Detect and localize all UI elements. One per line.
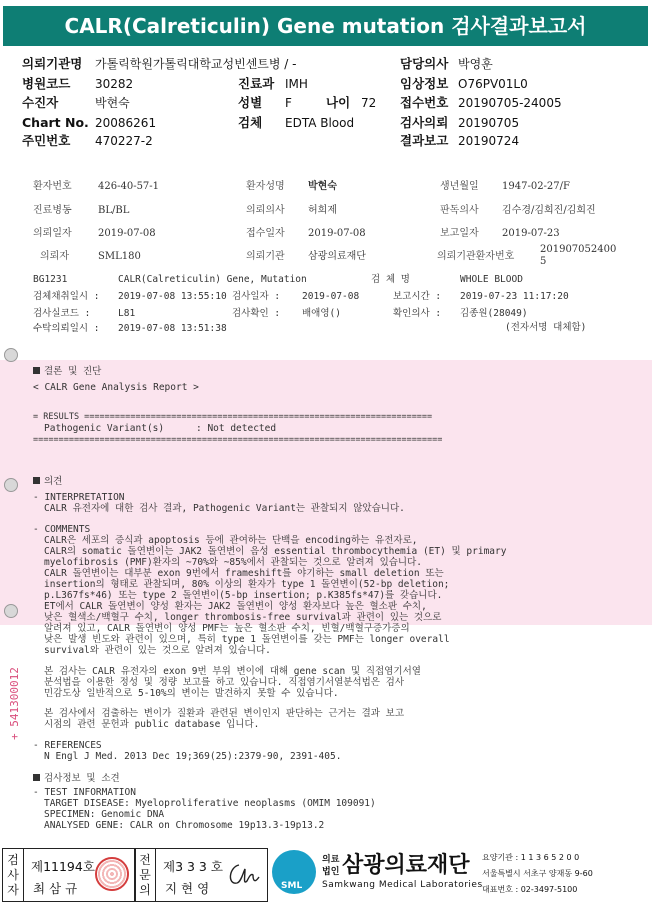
comment-line: CALR은 세포의 증식과 apoptosis 등에 관여하는 단백을 encoding하는 유전자로, xyxy=(44,535,418,546)
cell: 판독의사 xyxy=(440,205,479,216)
dept-label: 진료과 xyxy=(238,76,275,91)
test-code: BG1231 xyxy=(33,274,68,285)
comment-line: myelofibrosis (PMF)환자의 ~70%와 ~85%에서 관찰되는 것으로 알려져 있습니다. xyxy=(44,557,423,568)
cell: BL/BL xyxy=(98,205,130,216)
comment-line: survival와 관련이 있는 것으로 알려져 있습니다. xyxy=(44,645,271,656)
exam-code-value: L81 xyxy=(118,308,136,319)
receipt-value: 20190705-24005 xyxy=(458,96,562,110)
logo-text: SML xyxy=(281,881,303,891)
report-date-label: 결과보고 xyxy=(400,133,449,148)
report-time-label: 보고시간 : xyxy=(393,291,442,302)
comment-line: 낮은 혈색소/백혈구 수치, longer thrombosis-free survival과 관련이 있는 것으로 xyxy=(44,612,442,623)
ssn-value: 470227-2 xyxy=(95,134,153,148)
cell: 의뢰기관 xyxy=(246,251,285,262)
specimen-label: 검체 xyxy=(238,115,263,130)
cell: 의뢰의사 xyxy=(246,205,285,216)
cell: 허희제 xyxy=(308,205,337,216)
care-code: 요양기관 : 1 1 3 6 5 2 0 0 xyxy=(482,853,580,862)
cell: 박현숙 xyxy=(308,181,337,192)
results-rule: = RESULTS ==================================================================== xyxy=(33,412,433,422)
comment-line: 알려져 있고, CALR 돌연변이 양성 PMF는 높은 혈소판 수치, 빈혈/백혈구증가증의 xyxy=(44,623,410,634)
specimen-value: EDTA Blood xyxy=(285,116,355,130)
cell: 1947-02-27/F xyxy=(502,181,570,192)
cell: 의뢰기관환자번호 xyxy=(437,251,515,262)
footer xyxy=(0,846,652,912)
dept-value: IMH xyxy=(285,77,308,91)
age-label: 나이 xyxy=(326,95,351,110)
exam-date-value: 2019-07-08 xyxy=(302,291,360,302)
comments-head: - COMMENTS xyxy=(33,524,91,535)
hospital-value: 가톨릭학원가톨릭대학교성빈센트병 / - xyxy=(95,57,297,71)
org-name: 삼광의료재단 xyxy=(342,853,470,878)
specialist-no: 제3 3 3 호 xyxy=(163,859,223,874)
para3-line: 본 검사에서 검출하는 변이가 질환과 관련된 변이인지 판단하는 근거는 결과 보고 xyxy=(44,708,405,719)
examiner-label-2: 사 xyxy=(7,868,19,882)
section-result-heading: 결론 및 진단 xyxy=(33,363,101,377)
chart-value: 20086261 xyxy=(95,116,157,130)
cell: 생년월일 xyxy=(440,181,479,192)
comment-line: CALR 돌연변이는 대부분 exon 9번에서 frameshift를 야기하는 small deletion 또는 xyxy=(44,568,444,579)
request-date-value: 20190705 xyxy=(458,116,520,130)
para2-line: 분석법을 이용한 정성 및 정량 보고를 하고 있습니다. 직접염기서열분석법은 검사 xyxy=(44,677,405,688)
specimen-name-value: WHOLE BLOOD xyxy=(460,274,523,285)
cell: 2019-07-08 xyxy=(98,228,156,239)
target-disease: TARGET DISEASE: Myeloproliferative neoplasms (OMIM 109091) xyxy=(44,798,376,809)
interp-text: CALR 유전자에 대한 검사 결과, Pathogenic Variant는 관찰되지 않았습니다. xyxy=(44,503,405,514)
test-info-head: - TEST INFORMATION xyxy=(33,787,136,798)
closing-rule: ================================================================================ xyxy=(33,435,443,445)
address: 서울특별시 서초구 양재동 9-60 xyxy=(482,869,593,878)
specialist-label-3: 의 xyxy=(139,883,151,897)
cell: 접수일자 xyxy=(246,228,285,239)
cell: 의뢰일자 xyxy=(33,228,72,239)
cell: 김수경/김희진/김희진 xyxy=(502,205,596,216)
org-prefix-1: 의료 xyxy=(322,855,340,865)
examiner-label-1: 검 xyxy=(7,853,19,867)
comment-line: p.L367fs*46) 또는 type 2 돌연변이(5-bp insertion; p.K385fs*47)를 갖습니다. xyxy=(44,590,443,601)
org-english: Samkwang Medical Laboratories xyxy=(322,880,483,890)
square-bullet-icon xyxy=(33,774,40,781)
report-time-value: 2019-07-23 11:17:20 xyxy=(460,291,569,302)
cell: SML180 xyxy=(98,251,141,262)
sex-label: 성별 xyxy=(238,95,263,110)
specimen-type: SPECIMEN: Genomic DNA xyxy=(44,809,165,820)
receive-value: 2019-07-08 13:51:38 xyxy=(118,323,227,334)
examiner-no: 제11194호 xyxy=(31,859,95,874)
cell: 426-40-57-1 xyxy=(98,181,160,192)
cell: 환자번호 xyxy=(33,181,72,192)
report-head: < CALR Gene Analysis Report > xyxy=(33,382,199,393)
hospital-label: 의뢰기관명 xyxy=(22,56,83,71)
signature-icon xyxy=(225,859,261,891)
comment-line: insertion의 형태로 관찰되며, 80% 이상의 환자가 type 1 돌연변이(52-bp deletion; xyxy=(44,579,450,590)
cell: 2019-07-08 xyxy=(308,228,366,239)
section-test-info-heading: 검사정보 및 소견 xyxy=(33,770,120,784)
punch-hole xyxy=(4,348,18,362)
comment-line: CALR의 somatic 돌연변이는 JAK2 돌연변이 음성 essential thrombocythemia (ET) 및 primary xyxy=(44,546,507,557)
exam-date-label: 검사일자 : xyxy=(232,291,281,302)
variant-label: Pathogenic Variant(s) xyxy=(44,423,165,434)
section-opinion-heading: 의견 xyxy=(33,473,62,487)
examiner-label-3: 자 xyxy=(7,883,19,897)
cell: 5 xyxy=(540,256,547,267)
para3-line: 시점의 관련 문헌과 public database 입니다. xyxy=(44,719,260,730)
punch-hole xyxy=(4,478,18,492)
scanned-report xyxy=(0,170,652,842)
cell: 201907052400 xyxy=(540,244,617,255)
cell: 진료병동 xyxy=(33,205,72,216)
code-value: 30282 xyxy=(95,77,134,91)
exam-code-label: 검사실코드 : xyxy=(33,308,91,319)
cell: 의뢰자 xyxy=(40,251,69,262)
clinical-value: O76PV01L0 xyxy=(458,77,528,91)
request-date-label: 검사의뢰 xyxy=(400,115,449,130)
ssn-label: 주민번호 xyxy=(22,133,71,148)
specialist-label-2: 문 xyxy=(139,868,151,882)
clinical-label: 임상정보 xyxy=(400,76,449,91)
phone: 대표번호 : 02-3497-5100 xyxy=(482,885,578,894)
comment-line: 낮은 발생 빈도와 관련이 있으며, 특히 type 1 돌연변이를 갖는 PMF는 longer overall xyxy=(44,634,450,645)
analysed-gene: ANALYSED GENE: CALR on Chromosome 19p13.3-19p13.2 xyxy=(44,820,325,831)
punch-hole xyxy=(4,604,18,618)
confirm-doc-label: 확인의사 : xyxy=(393,308,442,319)
square-bullet-icon xyxy=(33,477,40,484)
specialist-label-1: 전 xyxy=(139,853,151,867)
age-value: 72 xyxy=(361,96,377,110)
chart-label: Chart No. xyxy=(22,115,89,130)
exam-confirm-value: 배애영() xyxy=(302,308,341,319)
refs-head: - REFERENCES xyxy=(33,740,102,751)
specialist-box xyxy=(134,848,268,902)
cell: 2019-07-23 xyxy=(502,228,560,239)
collect-label: 검체채취일시 : xyxy=(33,291,100,302)
cell: 보고일자 xyxy=(440,228,479,239)
receipt-label: 접수번호 xyxy=(400,95,449,110)
cell: 환자성명 xyxy=(246,181,285,192)
sex-value: F xyxy=(285,96,292,110)
report-date-value: 20190724 xyxy=(458,134,520,148)
patient-value: 박현숙 xyxy=(95,96,130,110)
report-title: CALR(Calreticulin) Gene mutation 검사결과보고서 xyxy=(3,6,648,46)
code-label: 병원코드 xyxy=(22,76,71,91)
confirm-doc-value: 김종원(28049) xyxy=(460,308,528,319)
square-bullet-icon xyxy=(33,367,40,374)
para2-line: 민감도상 일반적으로 5-10%의 변이는 발견하지 못할 수 있습니다. xyxy=(44,688,339,699)
comment-line: ET에서 CALR 돌연변이 양성 환자는 JAK2 돌연변이 양성 환자보다 높은 혈소판 수치, xyxy=(44,601,427,612)
exam-confirm-label: 검사확인 : xyxy=(232,308,281,319)
doctor-value: 박영훈 xyxy=(458,57,493,71)
doctor-label: 담당의사 xyxy=(400,56,449,71)
collect-value: 2019-07-08 13:55:10 xyxy=(118,291,227,302)
e-sign-note: (전자서명 대체함) xyxy=(505,322,587,333)
specimen-name-label: 검 체 명 xyxy=(371,274,410,285)
side-serial-number: + 541300012 xyxy=(8,667,21,740)
red-seal-icon xyxy=(95,857,129,891)
para2-line: 본 검사는 CALR 유전자의 exon 9번 부위 변이에 대해 gene scan 및 직접염기서열 xyxy=(44,666,421,677)
specialist-name: 지 현 영 xyxy=(165,881,210,896)
cell: 삼광의료재단 xyxy=(308,251,366,262)
refs-text: N Engl J Med. 2013 Dec 19;369(25):2379-90, 2391-405. xyxy=(44,751,342,762)
receive-label: 수탁의뢰일시 : xyxy=(33,323,100,334)
interp-head: - INTERPRETATION xyxy=(33,492,125,503)
test-name: CALR(Calreticulin) Gene, Mutation xyxy=(118,274,307,285)
patient-label: 수진자 xyxy=(22,95,59,110)
examiner-box xyxy=(2,848,136,902)
examiner-name: 최 삼 규 xyxy=(33,881,78,896)
org-prefix-2: 법인 xyxy=(322,867,340,877)
variant-value: : Not detected xyxy=(196,423,277,434)
